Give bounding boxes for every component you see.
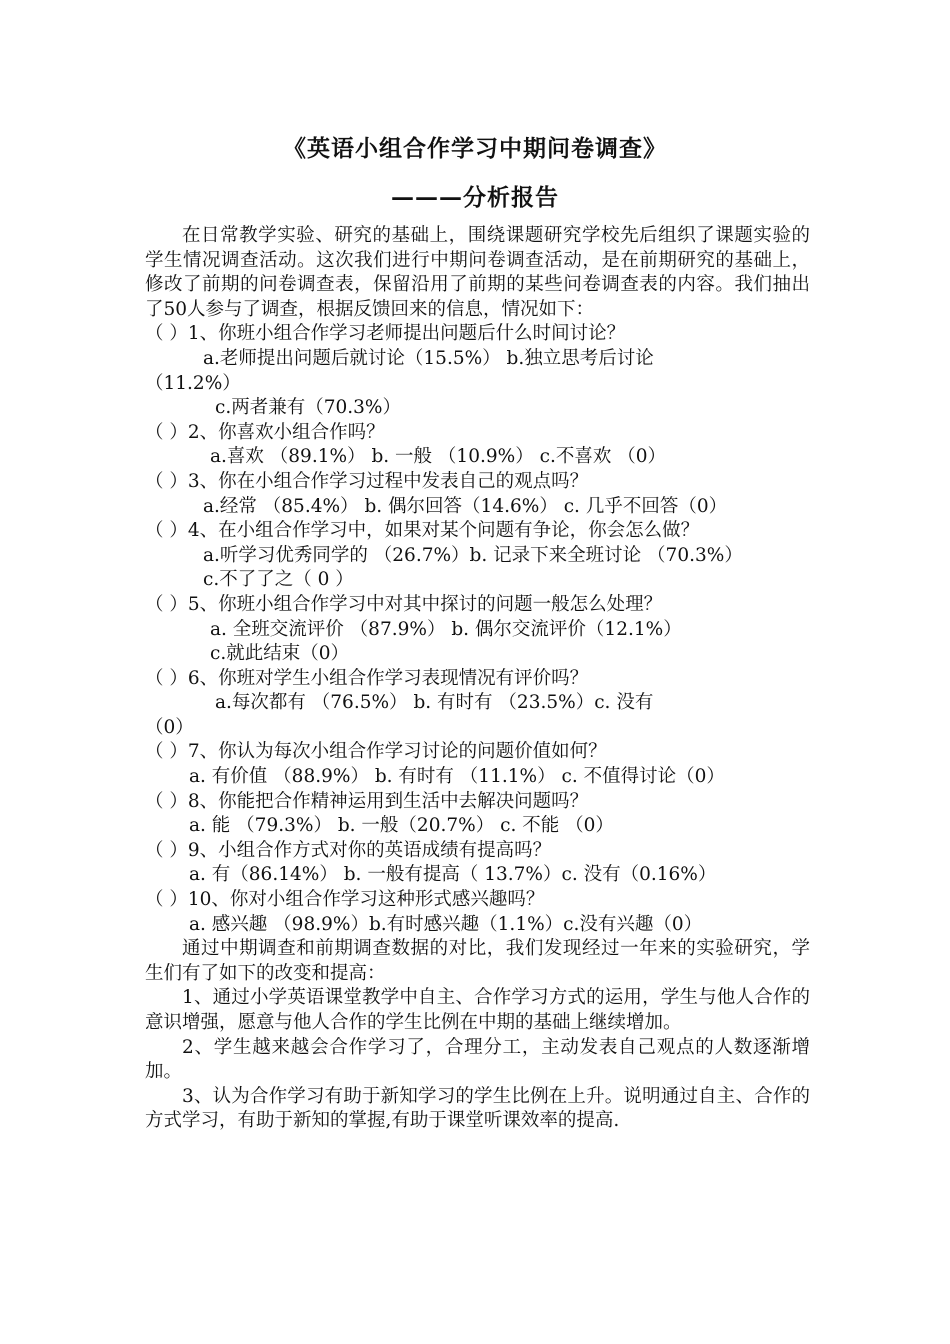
question-3-options: a.经常 （85.4%） b. 偶尔回答（14.6%） c. 几乎不回答（0） xyxy=(203,495,728,517)
report-subtitle: ———分析报告 xyxy=(391,184,559,211)
question-1-options-a-b: a.老师提出问题后就讨论（15.5%） b.独立思考后讨论 xyxy=(203,347,654,369)
question-2: （ ）2、你喜欢小组合作吗？ xyxy=(145,421,385,443)
question-4-option-c: c.不了了之（ 0 ） xyxy=(203,569,354,591)
report-body xyxy=(145,224,810,1134)
finding-1: 1、通过小学英语课堂教学中自主、合作学习方式的运用，学生与他人合作的意识增强，愿意与他人合作的学生比例在中期的基础上继续增加。 xyxy=(145,987,810,1033)
question-5-option-c: c.就此结束（0） xyxy=(210,643,350,665)
question-5: （ ）5、你班小组合作学习中对其中探讨的问题一般怎么处理？ xyxy=(145,593,663,615)
question-2-options: a.喜欢 （89.1%） b. 一般 （10.9%） c.不喜欢 （0） xyxy=(210,446,666,468)
question-5-options-a-b: a. 全班交流评价 （87.9%） b. 偶尔交流评价（12.1%） xyxy=(210,618,682,640)
question-10-options: a. 感兴趣 （98.9%）b.有时感兴趣（1.1%）c.没有兴趣（0） xyxy=(189,913,703,935)
question-1: （ ）1、你班小组合作学习老师提出问题后什么时间讨论？ xyxy=(145,323,626,345)
question-9: （ ）9、小组合作方式对你的英语成绩有提高吗？ xyxy=(145,839,552,861)
question-8-options: a. 能 （79.3%） b. 一般（20.7%） c. 不能 （0） xyxy=(189,815,614,837)
question-1-options-b-wrap: （11.2%） xyxy=(145,372,241,394)
report-title: 《英语小组合作学习中期问卷调查》 xyxy=(283,135,667,162)
question-1-option-c: c.两者兼有（70.3%） xyxy=(215,397,402,419)
question-7: （ ）7、你认为每次小组合作学习讨论的问题价值如何？ xyxy=(145,741,607,763)
question-4: （ ）4、在小组合作学习中，如果对某个问题有争论，你会怎么做？ xyxy=(145,520,700,542)
question-6: （ ）6、你班对学生小组合作学习表现情况有评价吗？ xyxy=(145,667,589,689)
question-10: （ ）10、你对小组合作学习这种形式感兴趣吗？ xyxy=(145,889,545,911)
question-7-options: a. 有价值 （88.9%） b. 有时有 （11.1%） c. 不值得讨论（0） xyxy=(189,766,725,788)
question-8: （ ）8、你能把合作精神运用到生活中去解决问题吗？ xyxy=(145,790,589,812)
question-4-options-a-b: a.听学习优秀同学的 （26.7%）b. 记录下来全班讨论 （70.3%） xyxy=(203,544,743,566)
question-3: （ ）3、你在小组合作学习过程中发表自己的观点吗？ xyxy=(145,470,589,492)
question-9-options: a. 有（86.14%） b. 一般有提高（ 13.7%）c. 没有（0.16%） xyxy=(189,864,717,886)
conclusion-intro: 通过中期调查和前期调查数据的对比，我们发现经过一年来的实验研究，学生们有了如下的改变和提高： xyxy=(145,938,810,984)
finding-3: 3、认为合作学习有助于新知学习的学生比例在上升。说明通过自主、合作的方式学习，有助于新知的掌握,有助于课堂听课效率的提高. xyxy=(145,1085,810,1132)
question-6-options-wrap: （0） xyxy=(145,716,194,738)
finding-2: 2、学生越来越会合作学习了，合理分工，主动发表自己观点的人数逐渐增加。 xyxy=(145,1036,810,1083)
intro-paragraph: 在日常教学实验、研究的基础上，围绕课题研究学校先后组织了课题实验的学生情况调查活动。这次我们进行中期问卷调查活动，是在前期研究的基础上，修改了前期的问卷调查表，保留沿用了前期的某些问卷调查表的内容。我们抽出了50人参与了调查，根据反馈回来的信息，情况如下： xyxy=(145,225,810,320)
question-6-options: a.每次都有 （76.5%） b. 有时有 （23.5%）c. 没有 xyxy=(215,692,654,714)
